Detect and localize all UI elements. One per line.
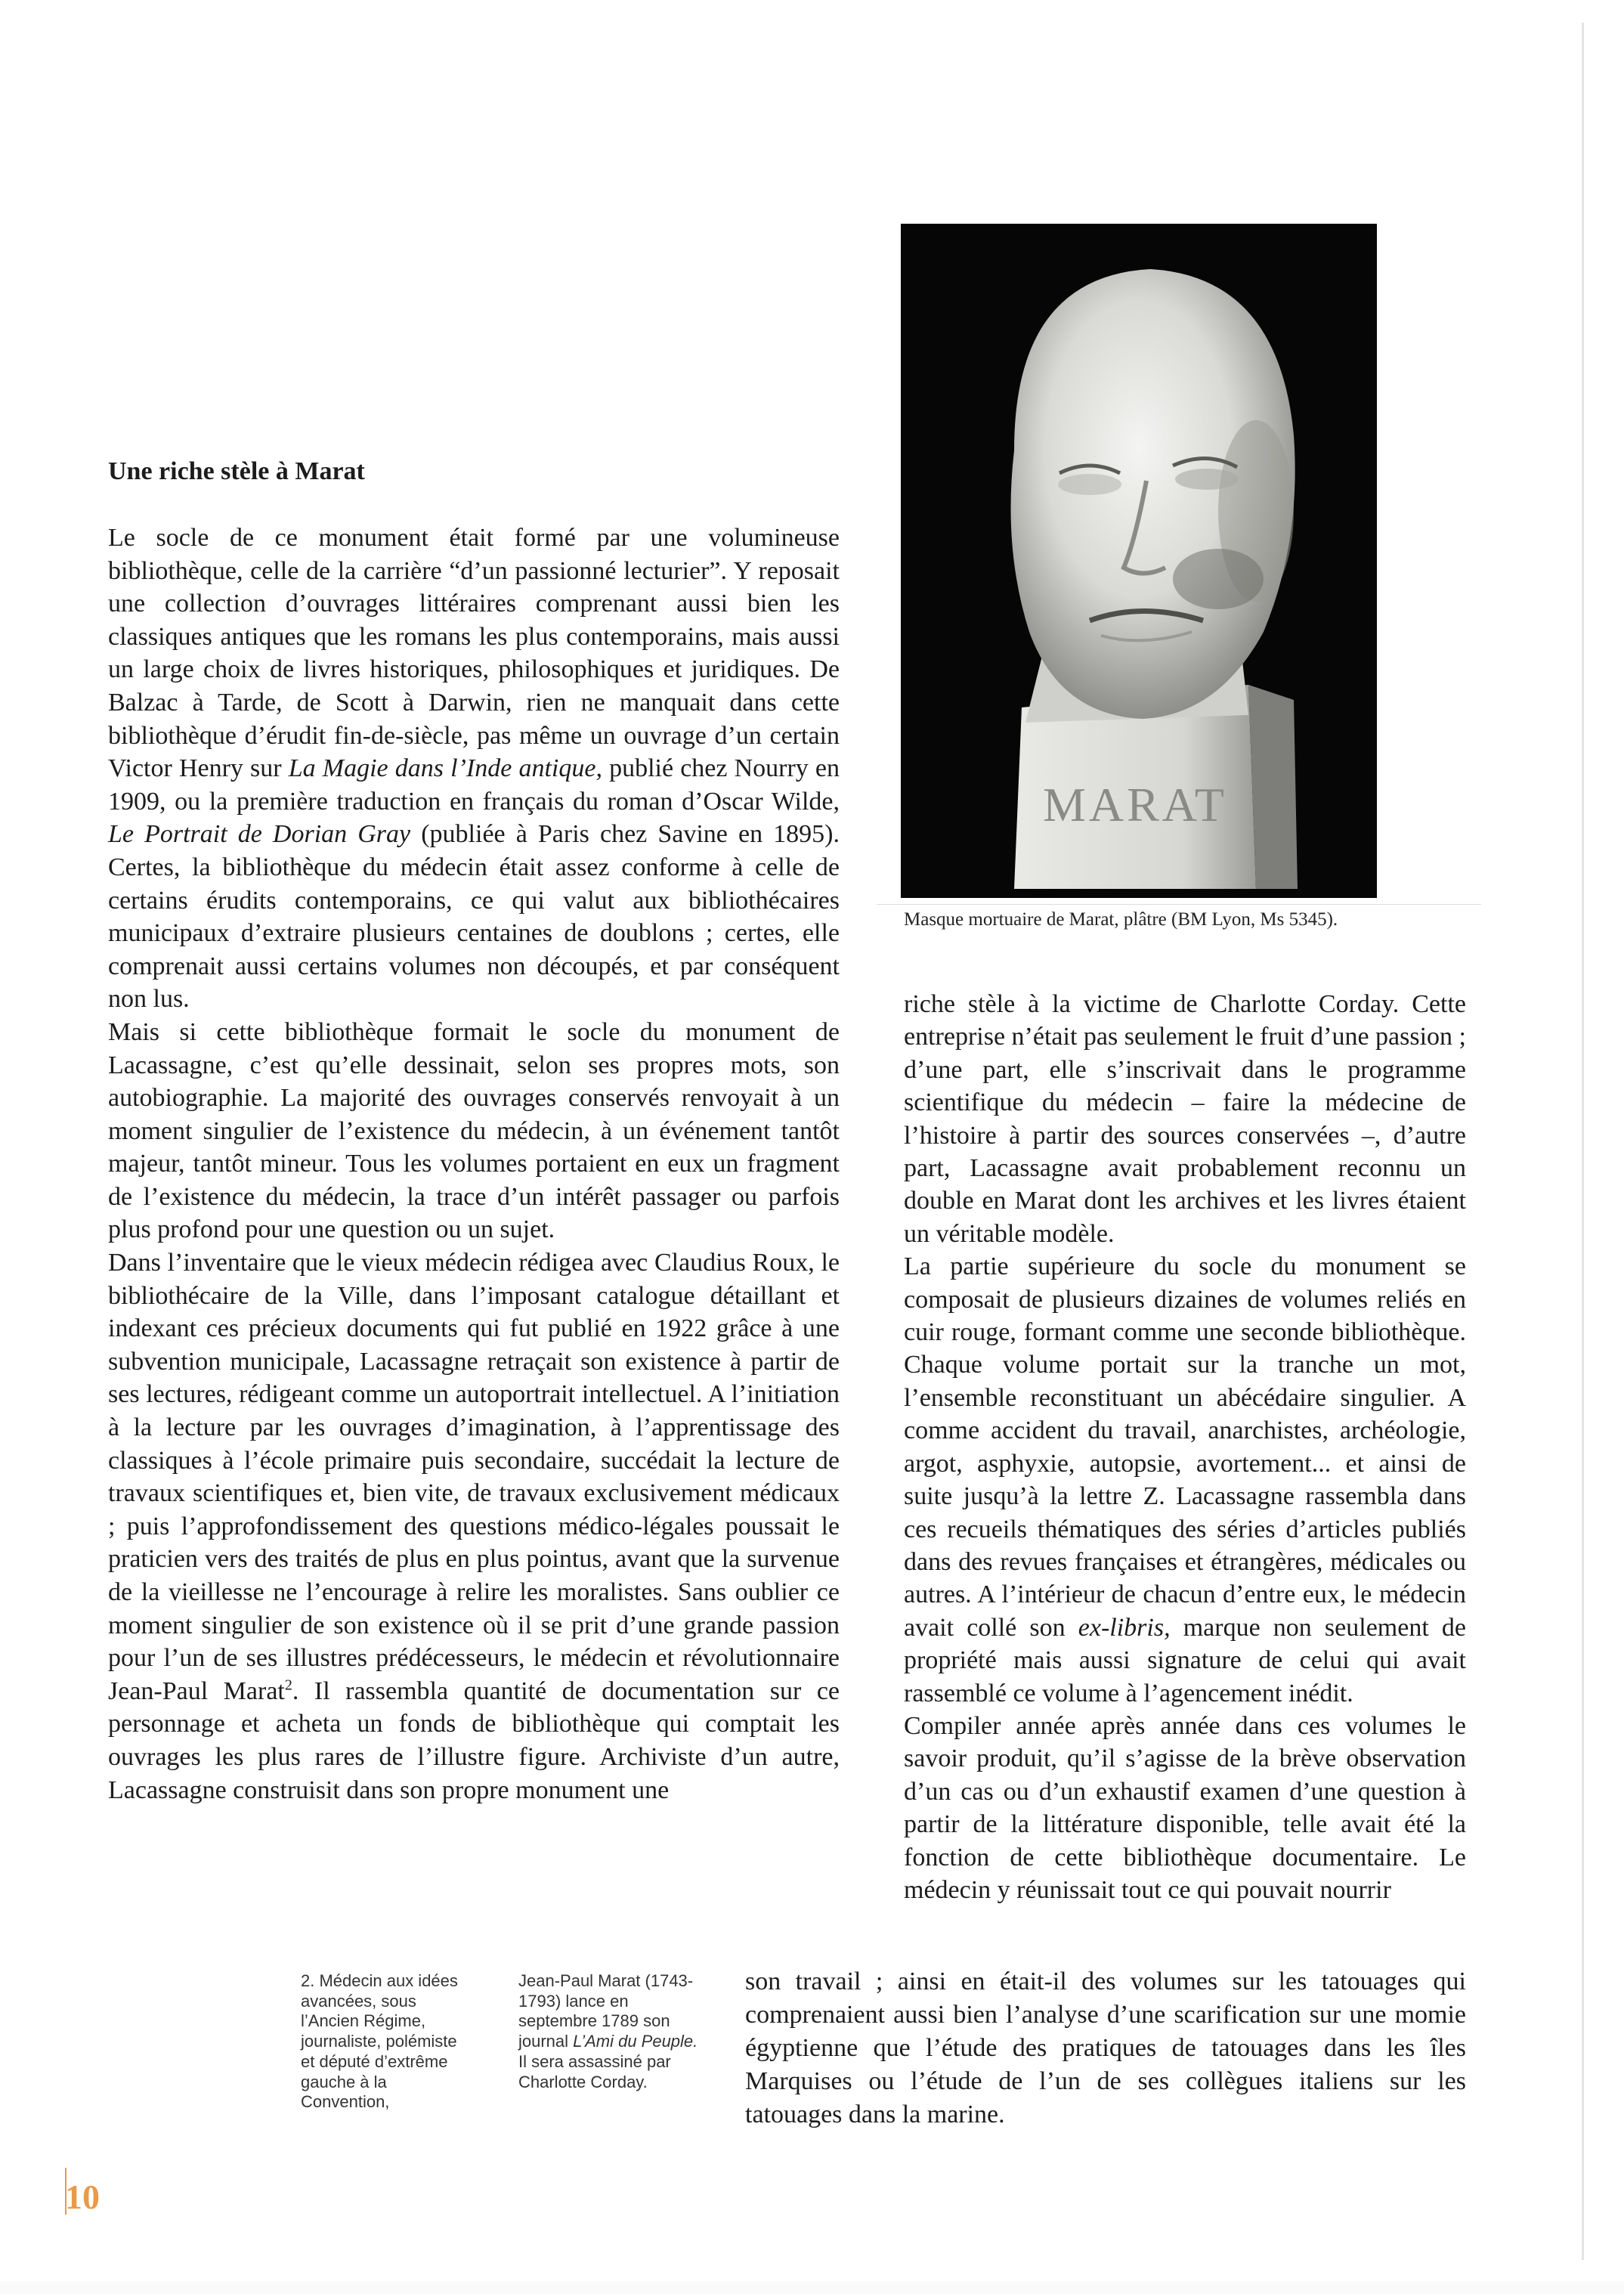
bottom-column — [745, 1965, 1466, 2131]
footnote-col-2: Jean-Paul Marat (1743-1793) lance en septembre 1789 son journal L’Ami du Peuple. Il sera assassiné par Charlotte Corday. — [518, 1971, 698, 2091]
right-column — [904, 988, 1466, 1906]
mask-inscription: MARAT — [1042, 778, 1228, 831]
paragraph-1: Le socle de ce monument était formé par une volumineuse bibliothèque, celle de la carrière “d’un passionné lecturier”. Y reposait une collection d’ouvrages littéraires comprenant aussi bien les classiques antiques que les romans les plus contemporains, mais aussi un large choix de livres historiques, philosophiques et juridiques. De Balzac à Tarde, de Scott à Darwin, rien ne manquait dans cette bibliothèque d’érudit fin-de-siècle, pas même un ouvrage d’un certain Victor Henry sur La Magie dans l’Inde antique, publié chez Nourry en 1909, ou la première traduction en français du roman d’Oscar Wilde, Le Portrait de Dorian Gray (publiée à Paris chez Savine en 1895). Certes, la bibliothèque du médecin était assez conforme à celle de certains érudits contemporains, ce qui valut aux bibliothécaires municipaux d’extraire plusieurs centaines de doublons ; certes, elle comprenait aussi certains volumes non découpés, et par conséquent non lus. — [108, 524, 840, 1014]
page-number: 10 — [65, 2178, 100, 2216]
paragraph-7: son travail ; ainsi en était-il des volumes sur les tatouages qui comprenaient aussi bien l’analyse d’une scarification sur une momie égyptienne que l’étude des pratiques de tatouages dans les îles Marquises ou l’étude de l’un de ses collègues italiens sur les tatouages dans la marine. — [745, 1967, 1466, 2128]
footnote-ref: 2 — [284, 1676, 292, 1694]
figure-caption: Masque mortuaire de Marat, plâtre (BM Lyon, Ms 5345). — [904, 909, 1338, 930]
death-mask-photo — [901, 224, 1377, 898]
section-heading: Une riche stèle à Marat — [108, 457, 365, 485]
journal-title: L’Ami du Peuple. — [573, 2032, 698, 2051]
left-column — [108, 522, 840, 1806]
scan-bottom-edge — [0, 2281, 1624, 2294]
caption-divider — [877, 904, 1481, 905]
paragraph-5: La partie supérieure du socle du monument se composait de plusieurs dizaines de volumes reliés en cuir rouge, formant comme une seconde bibliothèque. Chaque volume portait sur la tranche un mot, l’ensemble reconstituant un abécédaire singulier. A comme accident du travail, anarchistes, archéologie, argot, asphyxie, autopsie, avortement... et ainsi de suite jusqu’à la lettre Z. Lacassagne rassembla dans ces recueils thématiques des séries d’articles publiés dans des revues françaises et étrangères, médicales ou autres. A l’intérieur de chacun d’entre eux, le médecin avait collé son ex-libris, marque non seulement de propriété mais aussi signature de celui qui avait rassemblé ce volume à l’agencement inédit. — [904, 1252, 1466, 1707]
book-title-dorian-gray: Le Portrait de Dorian Gray — [108, 820, 411, 849]
paragraph-6: Compiler année après année dans ces volumes le savoir produit, qu’il s’agisse de la brève observation d’un cas ou d’un exhaustif examen d’une question à partir de la littérature disponible, telle avait été la fonction de cette bibliothèque documentaire. Le médecin y réunissait tout ce qui pouvait nourrir — [904, 1711, 1466, 1904]
paragraph-3: Dans l’inventaire que le vieux médecin rédigea avec Claudius Roux, le bibliothécaire de la Ville, dans l’imposant catalogue détaillant et indexant ces précieux documents qui fut publié en 1922 grâce à une subvention municipale, Lacassagne retraçait son existence à partir de ses lectures, rédigeant comme un autoportrait intellectuel. A l’initiation à la lecture par les ouvrages d’imagination, à l’apprentissage des classiques à l’école primaire puis secondaire, succédait la lecture de travaux scientifiques et, bien vite, de travaux exclusivement médicaux ; puis l’approfondissement des questions médico-légales poussait le praticien vers des traités de plus en plus pointus, avant que la survenue de la vieillesse ne l’encourage à relire les moralistes. Sans oublier ce moment singulier de son existence où il se prit d’une grande passion pour l’un de ses illustres prédécesseurs, le médecin et révolutionnaire Jean-Paul Marat$^2$. Il rassembla quantité de documentation sur ce personnage et acheta un fonds de bibliothèque qui comptait les ouvrages les plus rares de l’illustre figure. Archiviste d’un autre, Lacassagne construisit dans son propre monument une — [108, 1249, 840, 1804]
ex-libris-term: ex-libris, — [1078, 1613, 1171, 1642]
footnote-col-1: 2. Médecin aux idées avancées, sous l’Ancien Régime, journaliste, polémiste et député d’extrême gauche à la Convention, — [301, 1971, 458, 2112]
paragraph-4: riche stèle à la victime de Charlotte Corday. Cette entreprise n’était pas seulement le fruit d’une passion ; d’une part, elle s’inscrivait dans le programme scientifique du médecin – faire la médecine de l’histoire à partir des sources conservées –, d’autre part, Lacassagne avait probablement reconnu un double en Marat dont les archives et les livres étaient un véritable modèle. — [904, 990, 1466, 1248]
book-title-magie: La Magie dans l’Inde antique, — [288, 754, 602, 783]
page-edge-line — [1582, 23, 1584, 2260]
paragraph-2: Mais si cette bibliothèque formait le socle du monument de Lacassagne, c’est qu’elle dessinait, selon ses propres mots, son autobiographie. La majorité des ouvrages conservés renvoyait à un moment singulier de l’existence du médecin, à un événement tantôt majeur, tantôt mineur. Tous les volumes portaient en eux un fragment de l’existence du médecin, la trace d’un intérêt passager ou parfois plus profond pour une question ou un sujet. — [108, 1017, 840, 1244]
